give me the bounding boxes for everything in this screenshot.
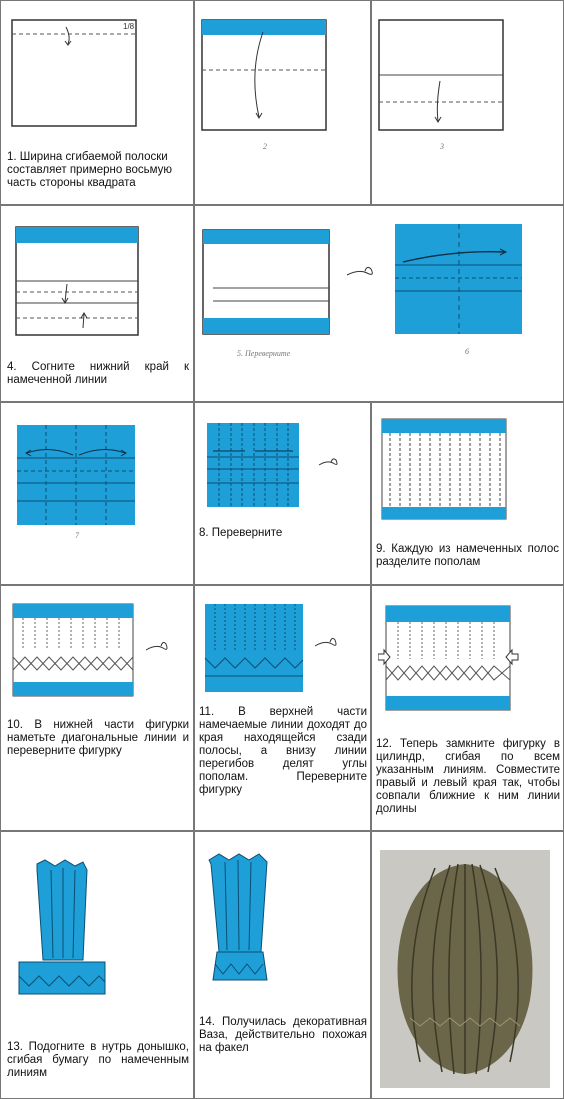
step-8-caption: 8. Переверните <box>199 527 283 539</box>
step-3-diagram <box>378 17 508 157</box>
step-14-diagram <box>205 852 275 992</box>
step-1-cell <box>0 0 194 205</box>
step-12-cell <box>371 585 564 831</box>
step-7-diagram <box>15 423 145 541</box>
step-3-cell <box>371 0 564 205</box>
step-14-cell <box>194 831 371 1099</box>
step-7-cell <box>0 402 194 585</box>
step-1-caption: 1. Ширина сгибаемой полоски составляет примерно восьмую часть стороны квадрата <box>7 151 173 189</box>
step-12-caption: 12. Теперь замкните фигурку в цилиндр, сгибая по всем указанным линиям. Совместите правый и левый края так, чтобы совпали ближние к ним линии долины <box>376 738 560 815</box>
step-2-label: 2 <box>263 142 267 151</box>
step-13-caption: 13. Подогните в нутрь донышко, сгибая бумагу по намеченным линиям <box>7 1041 189 1079</box>
step-4-diagram <box>9 224 139 339</box>
step-11-caption: 11. В верхней части намечаемые линии доходят до края находящейся сзади полосы, а внизу линии перегибов делят углы пополам. Переверните фигурку <box>199 706 367 796</box>
step-7-label: 7 <box>75 531 79 540</box>
photo-cell <box>371 831 564 1099</box>
step-6-label: 6 <box>465 347 469 356</box>
step-9-cell <box>371 402 564 585</box>
step-3-label: 3 <box>440 142 444 151</box>
flip-arrow-icon <box>317 455 347 473</box>
step-4-cell <box>0 205 194 402</box>
step-8-cell <box>194 402 371 585</box>
step-11-cell <box>194 585 371 831</box>
step-1-diagram <box>11 17 141 132</box>
step-5-diagram <box>201 228 341 368</box>
step-10-cell <box>0 585 194 831</box>
step-2-cell <box>194 0 371 205</box>
step-9-diagram <box>380 417 510 527</box>
step-9-caption: 9. Каждую из намеченных полос разделите пополам <box>376 543 559 568</box>
step-8-diagram <box>205 421 305 521</box>
step-6-diagram <box>393 222 528 362</box>
finished-vase-photo <box>380 850 550 1088</box>
step-13-diagram <box>15 858 115 998</box>
step-13-cell <box>0 831 194 1099</box>
step-1-mark: 1/8 <box>123 22 135 31</box>
step-14-caption: 14. Получилась декоративная Ваза, действительно похожая на факел <box>199 1016 367 1054</box>
step-5-label: 5. Переверните <box>237 349 291 358</box>
step-11-diagram <box>203 602 368 702</box>
step-10-caption: 10. В нижней части фигурки наметьте диагональные линии и переверните фигурку <box>7 719 189 757</box>
step-2-diagram <box>201 17 331 157</box>
step-5-6-cell <box>194 205 564 402</box>
step-12-diagram <box>378 604 538 719</box>
step-4-caption: 4. Согните нижний край к намеченной линии <box>7 361 189 386</box>
step-10-diagram <box>11 602 191 702</box>
flip-arrow-icon <box>345 263 385 283</box>
